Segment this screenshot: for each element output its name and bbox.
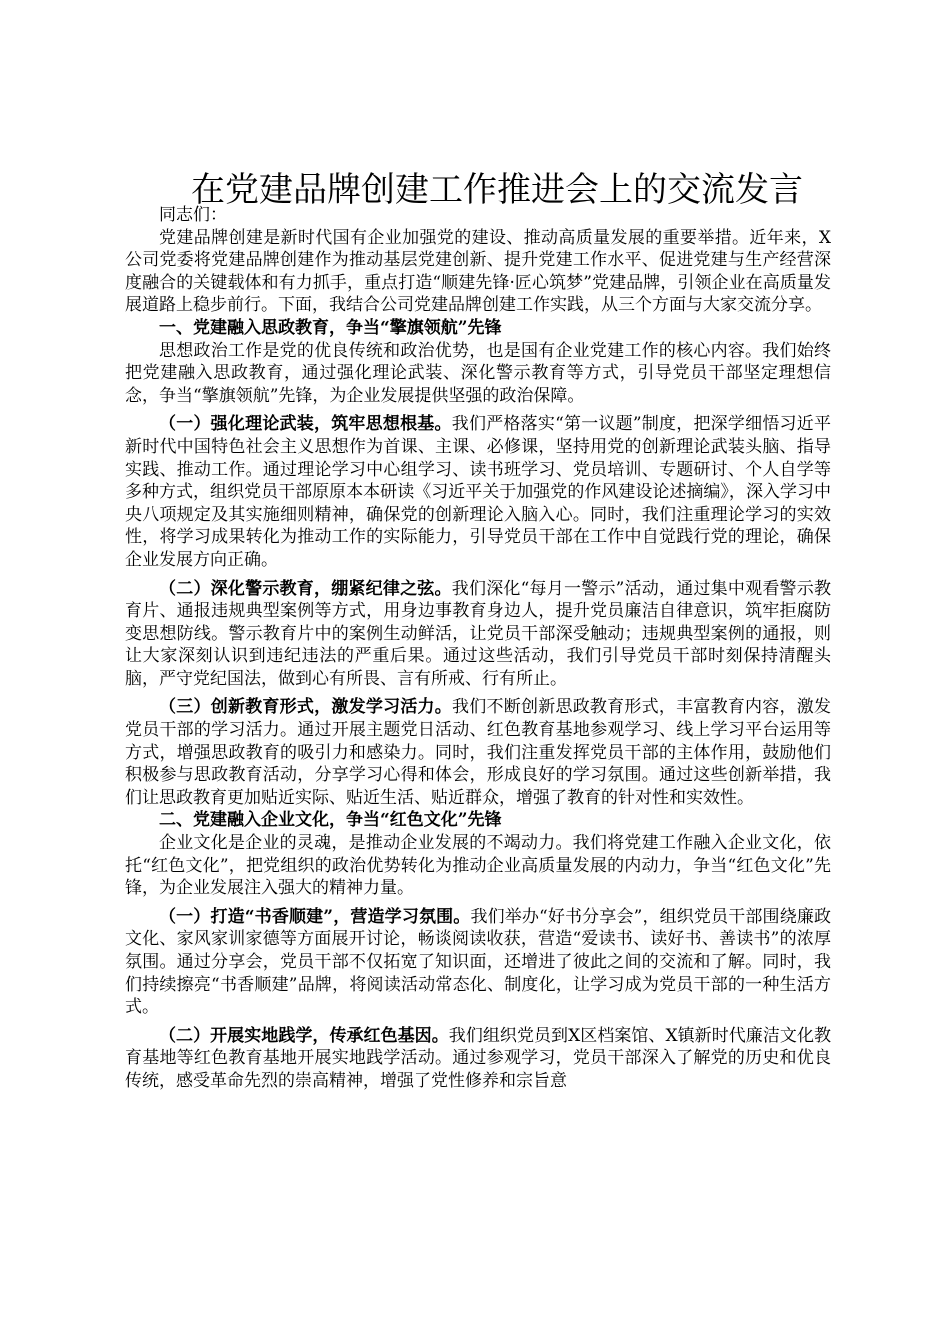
section1-heading: 一、党建融入思政教育，争当“擎旗领航”先锋 [159, 317, 502, 338]
section1-item3-text: 我们不断创新思政教育形式，丰富教育内容，激发党员干部的学习活力。通过开展主题党日活动、红色教育基地参观学习、线上学习平台运用等方式，增强思政教育的吸引力和感染力。同时，我们注重发挥党员干部的主体作用，鼓励他们积极参与思政教育活动，分享学习心得和体会，形成良好的学习氛围。通过这些创新举措，我们让思政教育更加贴近实际、贴近生活、贴近群众，增强了教育的针对性和实效性。 [125, 697, 832, 808]
section1-item2-text: 我们深化“每月一警示”活动，通过集中观看警示教育片、通报违规典型案例等方式，用身边事教育身边人，提升党员廉洁自律意识，筑牢拒腐防变思想防线。警示教育片中的案例生动鲜活，让党员干部深受触动；违规典型案例的通报，则让大家深刻认识到违纪违法的严重后果。通过这些活动，我们引导党员干部时刻保持清醒头脑，严守党纪国法，做到心有所畏、言有所戒、行有所止。 [125, 578, 832, 689]
section1-item3-lead: （三）创新教育形式，激发学习活力。 [159, 697, 453, 718]
section2-item1 [125, 906, 831, 1019]
section2-item2 [125, 1025, 831, 1093]
section1-item1-text: 我们严格落实“第一议题”制度，把深学细悟习近平新时代中国特色社会主义思想作为首课、主课、必修课，坚持用党的创新理论武装头脑、指导实践、推动工作。通过理论学习中心组学习、读书班学习、党员培训、专题研讨、个人自学等多种方式，组织党员干部原原本本研读《习近平关于加强党的作风建设论述摘编》，深入学习中央八项规定及其实施细则精神，确保党的创新理论入脑入心。同时，我们注重理论学习的实效性，将学习成果转化为推动工作的实际能力，引导党员干部在工作中自觉践行党的理论，确保企业发展方向正确。 [125, 414, 832, 570]
section2-item1-lead: （一）打造“书香顺建”，营造学习氛围。 [159, 906, 471, 927]
section2-paragraph: 企业文化是企业的灵魂，是推动企业发展的不竭动力。我们将党建工作融入企业文化，依托“红色文化”，把党组织的政治优势转化为推动企业高质量发展的内动力，争当“红色文化”先锋，为企业发展注入强大的精神力量。 [125, 833, 831, 899]
section1-item1-lead: （一）强化理论武装，筑牢思想根基。 [159, 414, 452, 435]
section2-item1-text: 我们举办“好书分享会”，组织党员干部围绕廉政文化、家风家训家德等方面展开讨论，畅谈阅读收获，营造“爱读书、读好书、善读书”的浓厚氛围。通过分享会，党员干部不仅拓宽了知识面，还增进了彼此之间的交流和了解。同时，我们持续擦亮“书香顺建”品牌，将阅读活动常态化、制度化，让学习成为党员干部的一种生活方式。 [125, 906, 831, 1018]
section2-heading: 二、党建融入企业文化，争当“红色文化”先锋 [159, 810, 502, 831]
section1-item2-lead: （二）深化警示教育，绷紧纪律之弦。 [159, 578, 452, 599]
section1-paragraph: 思想政治工作是党的优良传统和政治优势，也是国有企业党建工作的核心内容。我们始终把党建融入思政教育，通过强化理论武装、深化警示教育等方式，引导党员干部坚定理想信念，争当“擎旗领航”先锋，为企业发展提供坚强的政治保障。 [125, 340, 831, 406]
section1-item1 [125, 413, 831, 571]
document-page [125, 168, 831, 1093]
section1-item3 [125, 696, 831, 809]
section2-item2-text: 我们组织党员到X区档案馆、X镇新时代廉洁文化教育基地等红色教育基地开展实地践学活动。通过参观学习，党员干部深入了解党的历史和优良传统，感受革命先烈的崇高精神，增强了党性修养和宗旨意 [125, 1025, 831, 1091]
document-title: 在党建品牌创建工作推进会上的交流发言 [191, 170, 803, 210]
section2-item2-lead: （二）开展实地践学，传承红色基因。 [159, 1025, 449, 1046]
section1-item2 [125, 578, 831, 691]
intro-paragraph: 党建品牌创建是新时代国有企业加强党的建设、推动高质量发展的重要举措。近年来，X公司党委将党建品牌创建作为推动基层党建创新、提升党建工作水平、促进党建与生产经营深度融合的关键载体和有力抓手，重点打造“顺建先锋·匠心筑梦”党建品牌，引领企业在高质量发展道路上稳步前行。下面，我结合公司党建品牌创建工作实践，从三个方面与大家交流分享。 [125, 227, 831, 316]
salutation: 同志们： [159, 205, 227, 225]
